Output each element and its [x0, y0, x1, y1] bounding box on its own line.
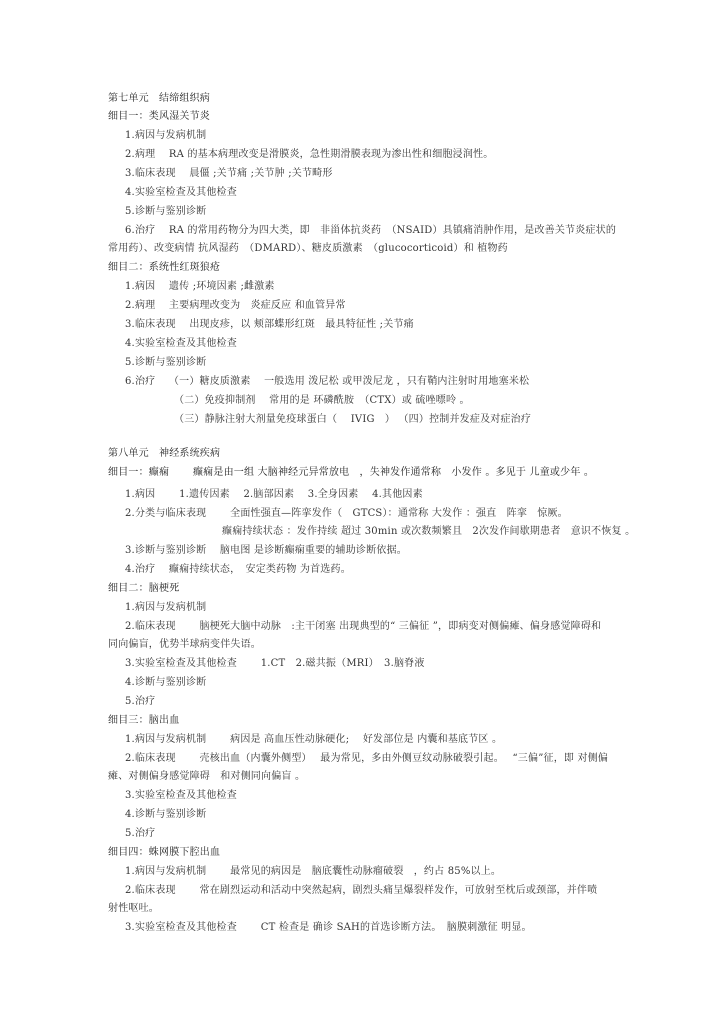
- text-line: 常用药）、改变病情 抗风湿药 （DMARD）、糖皮质激素 （glucocorticoid）和 植物药: [108, 243, 508, 254]
- text-line: 1.病因 遗传 ;环境因素 ;雌激素: [125, 281, 275, 292]
- text-line: 1.病因与发病机制 最常见的病因是 脑底囊性动脉瘤破裂 ，约占 85%以上。: [125, 866, 502, 877]
- unit7-item1-title: 细目一：类风湿关节炎: [108, 111, 210, 122]
- text-line: 4.诊断与鉴别诊断: [125, 677, 207, 688]
- text-line: 1.病因与发病机制: [125, 130, 207, 141]
- unit8-item2-title: 细目二：脑梗死: [108, 583, 180, 594]
- unit7-title: 第七单元 结缔组织病: [108, 93, 210, 104]
- text-line: 4.实验室检查及其他检查: [125, 187, 237, 198]
- text-line: 3.诊断与鉴别诊断 脑电图 是诊断癫痫重要的辅助诊断依据。: [125, 545, 407, 556]
- text-line: （三）静脉注射大剂量免疫球蛋白（ IVIG ） （四）控制并发症及对症治疗: [174, 414, 532, 425]
- text-line: 3.实验室检查及其他检查 1.CT 2.磁共振（MRI） 3.脑脊液: [125, 658, 425, 669]
- text-line: 4.诊断与鉴别诊断: [125, 809, 207, 820]
- text-line: （二）免疫抑制剂 常用的是 环磷酰胺 （CTX）或 硫唑嘌呤 。: [174, 395, 470, 406]
- text-line: 5.诊断与鉴别诊断: [125, 206, 207, 217]
- unit7-item2-title: 细目二：系统性红斑狼疮: [108, 262, 221, 273]
- unit8-item4-title: 细目四：蛛网膜下腔出血: [108, 847, 221, 858]
- text-line: 同向偏盲，优势半球病变伴失语。: [108, 639, 261, 650]
- text-line: 癫痫持续状态 ：发作持续 超过 30min 或次数频繁且 2次发作间歇期患者 意识不恢复 。: [222, 526, 636, 537]
- text-line: 射性呕吐。: [108, 903, 159, 914]
- text-line: 瘫、对侧偏身感觉障碍 和对侧同向偏盲 。: [108, 771, 306, 782]
- text-line: 2.分类与临床表现 全面性强直—阵挛发作（ GTCS）：通常称 大发作 ：强直 阵挛 惊厥。: [125, 508, 568, 519]
- unit8-title: 第八单元 神经系统疾病: [108, 448, 221, 459]
- text-line: 3.临床表现 出现皮疹，以 颊部蝶形红斑 最具特征性 ;关节痛: [125, 319, 414, 330]
- text-line: 5.治疗: [125, 828, 156, 839]
- text-line: 1.病因与发病机制 病因是 高血压性动脉硬化; 好发部位是 内囊和基底节区 。: [125, 734, 503, 745]
- text-line: 4.实验室检查及其他检查: [125, 338, 237, 349]
- text-line: 3.临床表现 晨僵 ;关节痛 ;关节肿 ;关节畸形: [125, 168, 333, 179]
- text-line: 2.病理 RA 的基本病理改变是滑膜炎，急性期滑膜表现为渗出性和细胞浸润性。: [125, 149, 494, 160]
- unit8-item1-title: 细目一：癫痫 癫痫是由一组 大脑神经元异常放电 ，失神发作通常称 小发作 。多见于 儿童或少年 。: [108, 467, 595, 478]
- text-line: 6.治疗 RA 的常用药物分为四大类，即 非甾体抗炎药 （NSAID）具镇痛消肿作用，是改善关节炎症状的: [125, 225, 617, 236]
- text-line: 4.治疗 癫痫持续状态， 安定类药物 为首选药。: [125, 564, 351, 575]
- text-line: 3.实验室检查及其他检查 CT 检查是 确诊 SAH的首选诊断方法。 脑膜刺激征 明显。: [125, 922, 532, 933]
- text-line: 5.诊断与鉴别诊断: [125, 357, 207, 368]
- text-line: 5.治疗: [125, 696, 156, 707]
- text-line: 2.临床表现 常在剧烈运动和活动中突然起病，剧烈头痛呈爆裂样发作，可放射至枕后或颈部，并伴喷: [125, 885, 598, 896]
- text-line: 2.临床表现 壳核出血（内囊外侧型） 最为常见，多由外侧豆纹动脉破裂引起。 “三偏”征，即 对侧偏: [125, 753, 609, 764]
- text-line: 1.病因与发病机制: [125, 602, 207, 613]
- text-line: 6.治疗 （一）糖皮质激素 一般选用 泼尼松 或甲泼尼龙 ，只有鞘内注射时用地塞米松: [125, 376, 530, 387]
- unit8-item3-title: 细目三：脑出血: [108, 715, 180, 726]
- text-line: 2.临床表现 脑梗死大脑中动脉 :主干闭塞 出现典型的“ 三偏征 ”，即病变对侧偏瘫、偏身感觉障碍和: [125, 621, 602, 632]
- text-line: 1.病因 1.遗传因素 2.脑部因素 3.全身因素 4.其他因素: [125, 489, 423, 500]
- text-line: 3.实验室检查及其他检查: [125, 790, 237, 801]
- text-line: 2.病理 主要病理改变为 炎症反应 和血管异常: [125, 300, 346, 311]
